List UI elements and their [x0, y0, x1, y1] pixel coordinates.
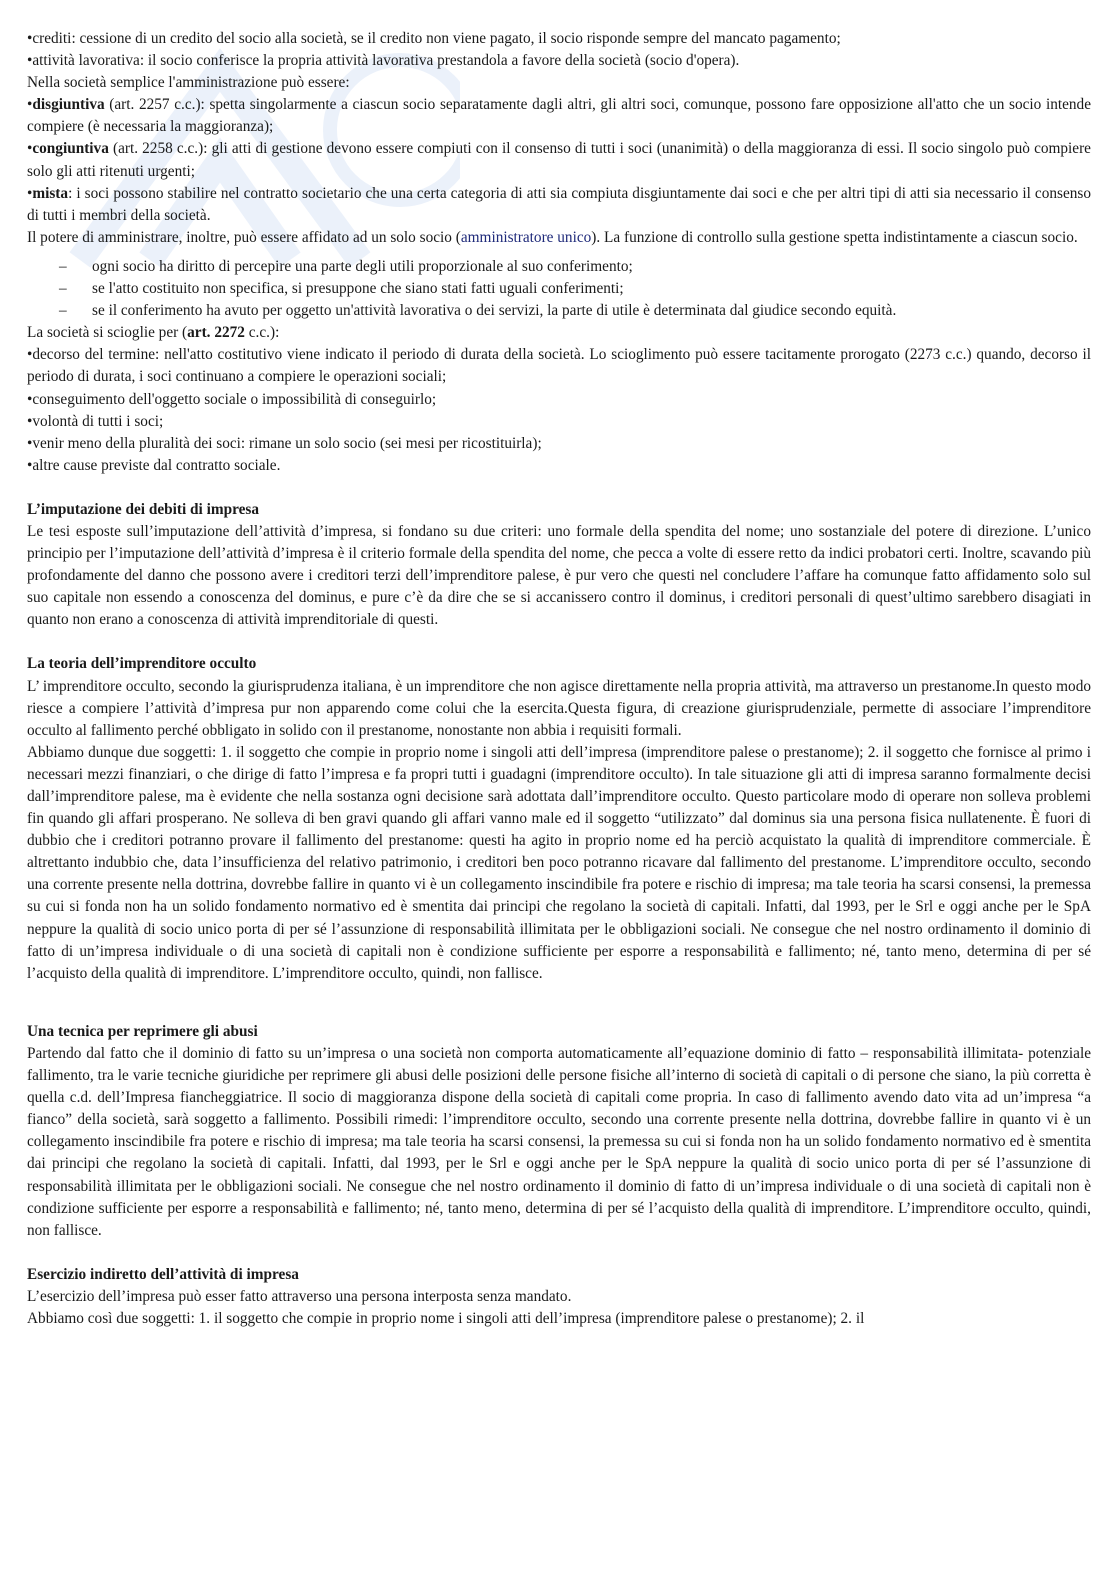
section-heading: La teoria dell’imprenditore occulto — [27, 655, 257, 673]
section-occulto — [27, 653, 1091, 984]
paragraph: Abbiamo dunque due soggetti: 1. il soggetto che compie in proprio nome i singoli atti dell’impresa (imprenditore palese o prestanome); 2. il soggetto che fornisce al primo i necessari mezzi finanziari, o che dirige di fatto l’impresa e fa propri tutti i guadagni (imprenditore occulto). In tale situazione gli atti di impresa saranno formalmente decisi dall’imprenditore palese, ma è evidente che nella sostanza ogni decisione sarà adottata dall’imprenditore occulto. Questo particolare modo di operare non solleva problemi fin quando gli affari prosperano. Ne solleva di ben gravi quando gli affari vanno male ed il soggetto “utilizzato” dal dominus sia una persona fisica nullatenente. È fuori di dubbio che i creditori potranno provare il fallimento del prestanome: questi ha agito in proprio nome ed ha perciò acquistato la qualità di imprenditore commerciale. È altrettanto indubbio che, data l’insufficienza del relativo patrimonio, i creditori ben poco potranno ricavare dal fallimento del prestanome. L’imprenditore occulto, secondo una corrente presente nella dottrina, dovrebbe fallire in quanto vi è un collegamento inscindibile fra potere e rischio di impresa; ma tale teoria ha scarsi consensi, la premessa su cui si fonda non ha un solido fondamento normativo ed è smentita dai principi che regolano la società di capitali. Infatti, dal 1993, per le Srl e oggi anche per le SpA neppure la qualità di socio unico porta di per sé l’assunzione di responsabilità illimitata per le obbligazioni sociali. Ne consegue che nel nostro ordinamento il dominio di fatto di un’impresa individuale o di una società di capitali non è condizione sufficiente per esporre a responsabilità e fallimento; né, tanto meno, determina di per sé l’acquisto della qualità di imprenditore. L’imprenditore occulto, quindi, non fallisce. — [27, 743, 1091, 982]
section-imputazione — [27, 499, 1091, 632]
section-heading: Una tecnica per reprimere gli abusi — [27, 1022, 258, 1040]
list-item: – se il conferimento ha avuto per oggetto un'attività lavorativa o dei servizi, la parte di utile è determinata dal giudice secondo equità. — [59, 302, 897, 320]
list-item: •congiuntiva (art. 2258 c.c.): gli atti di gestione devono essere compiuti con il consenso di tutti i soci (unanimità) o della maggioranza di essi. Il socio singolo può compiere solo gli atti ritenuti urgenti; — [27, 140, 1091, 180]
dash-list — [27, 256, 1091, 322]
paragraph: Abbiamo così due soggetti: 1. il soggetto che compie in proprio nome i singoli atti dell’impresa (imprenditore palese o prestanome); 2. il — [27, 1309, 865, 1327]
list-item: •venir meno della pluralità dei soci: rimane un solo socio (sei mesi per ricostituirla); — [27, 434, 542, 452]
section-heading: Esercizio indiretto dell’attività di impresa — [27, 1265, 299, 1283]
list-item: •conseguimento dell'oggetto sociale o impossibilità di conseguirlo; — [27, 390, 437, 408]
paragraph: La società si scioglie per (art. 2272 c.c.): — [27, 324, 280, 342]
list-item: •decorso del termine: nell'atto costitutivo viene indicato il periodo di durata della società. Lo scioglimento può essere tacitamente prorogato (2273 c.c.) quando, decorso il periodo di durata, i soci continuano a compiere le operazioni sociali; — [27, 346, 1091, 386]
list-item: •attività lavorativa: il socio conferisce la propria attività lavorativa prestandola a favore della società (socio d'opera). — [27, 52, 740, 70]
paragraph: Partendo dal fatto che il dominio di fatto su un’impresa o una società non comporta automaticamente all’equazione dominio di fatto – responsabilità illimitata- potenziale fallimento, tra le varie tecniche giuridiche per reprimere gli abusi delle posizioni delle persone fisiche all’interno di società di capitali o di persone che siano, la più corretta è quella c.d. dell’Impresa fiancheggiatrice. Il socio di maggioranza dispone della società di capitali come propria. In caso di fallimento avendo dato vita ad un’impresa “a fianco” della società, sarà soggetto a fallimento. Possibili rimedi: l’imprenditore occulto, secondo una corrente presente nella dottrina, dovrebbe fallire in quanto vi è un collegamento inscindibile fra potere e rischio di impresa; ma tale teoria ha scarsi consensi, la premessa su cui si fonda non ha un solido fondamento normativo ed è smentita dai principi che regolano la società di capitali. Infatti, dal 1993, per le Srl e oggi anche per le SpA neppure la qualità di socio unico porta di per sé l’assunzione di responsabilità illimitata per le obbligazioni sociali. Ne consegue che nel nostro ordinamento il dominio di fatto di un’impresa individuale o di una società di capitali non è condizione sufficiente per esporre a responsabilità e fallimento; né, tanto meno, determina di per sé l’acquisto della qualità di imprenditore. L’imprenditore occulto, quindi, non fallisce. — [27, 1044, 1091, 1239]
list-item: •volontà di tutti i soci; — [27, 412, 164, 430]
amministratore-unico-link[interactable]: amministratore unico — [460, 228, 592, 246]
list-item: •mista: i soci possono stabilire nel contratto societario che una certa categoria di atti sia compiuta disgiuntamente dai soci e che per altri tipi di atti sia necessario il consenso di tutti i membri della società. — [27, 184, 1091, 224]
paragraph: L’ imprenditore occulto, secondo la giurisprudenza italiana, è un imprenditore che non agisce direttamente nella propria attività, ma attraverso un prestanome.In questo modo riesce a compiere l’attività d’impresa pur non apparendo come colui che la esercita.Questa figura, di creazione giurisprudenziale, permette di associare l’imprenditore occulto al fallimento perché obbligato in solido con il prestanome, nonostante non abbia i requisiti formali. — [27, 677, 1091, 739]
section-esercizio — [27, 1264, 1091, 1330]
section-heading: L’imputazione dei debiti di impresa — [27, 500, 260, 518]
list-item: •crediti: cessione di un credito del socio alla società, se il credito non viene pagato, il socio risponde sempre del mancato pagamento; — [27, 30, 841, 47]
list-item: •disgiuntiva (art. 2257 c.c.): spetta singolarmente a ciascun socio separatamente dagli altri, gli altri soci, comunque, possono fare opposizione all'atto che un socio intende compiere (è necessaria la maggioranza); — [27, 96, 1091, 136]
list-item: – se l'atto costituito non specifica, si presuppone che siano stati fatti uguali conferimenti; — [59, 280, 624, 298]
paragraph: Il potere di amministrare, inoltre, può essere affidato ad un solo socio (amministratore unico). La funzione di controllo sulla gestione spetta indistintamente a ciascun socio. — [27, 228, 1078, 246]
list-item: •altre cause previste dal contratto sociale. — [27, 456, 281, 474]
list-item: – ogni socio ha diritto di percepire una parte degli utili proporzionale al suo conferimento; — [59, 257, 633, 275]
paragraph: L’esercizio dell’impresa può esser fatto attraverso una persona interposta senza mandato. — [27, 1287, 572, 1305]
section-abusi — [27, 1021, 1091, 1242]
document-page — [27, 28, 1091, 1330]
paragraph: Nella società semplice l'amministrazione può essere: — [27, 74, 350, 92]
paragraph: Le tesi esposte sull’imputazione dell’attività d’impresa, si fondano su due criteri: uno formale della spendita del nome; uno sostanziale del potere di direzione. L’unico principio per l’imputazione dell’attività d’impresa è il criterio formale della spendita del nome, che pecca a volte di essere retto da indici probatori certi. Inoltre, scavando più profondamente del danno che possono avere i creditori terzi dell’imprenditore palese, è pur vero che questi nel concludere l’affare ha comunque fatto affidamento solo sul suo capitale non essendo a conoscenza del dominus, e pure c’è da dire che se si accanissero contro il dominus, i creditori personali di quest’ultimo sarebbero disagiati in quanto non erano a conoscenza di attività imprenditoriale di questi. — [27, 522, 1091, 629]
